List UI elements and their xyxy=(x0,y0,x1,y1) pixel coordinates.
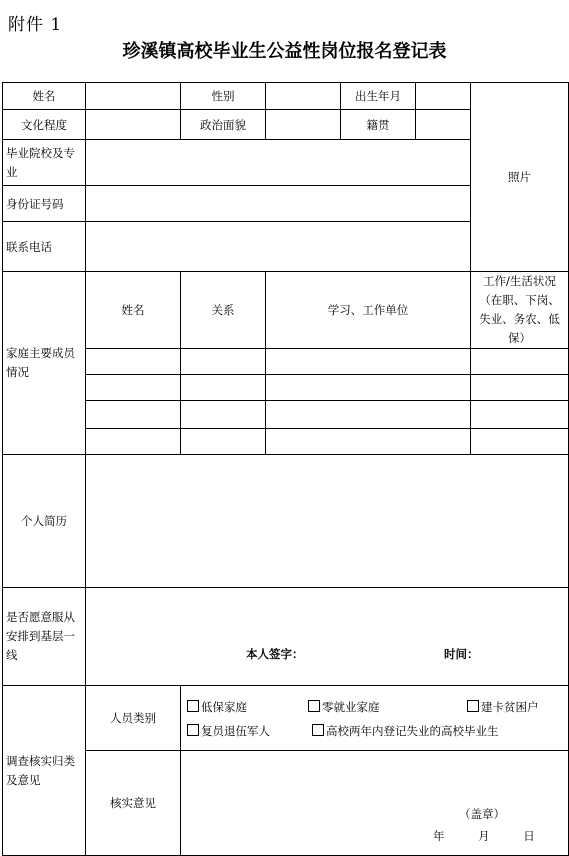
family-cell[interactable] xyxy=(266,401,471,429)
politics-label: 政治面貌 xyxy=(181,110,266,140)
politics-field[interactable] xyxy=(266,110,341,140)
category-label: 人员类别 xyxy=(86,686,181,751)
option-label: 高校两年内登记失业的高校毕业生 xyxy=(326,724,499,738)
family-col-name: 姓名 xyxy=(86,272,181,349)
option-unemployed-graduate[interactable] xyxy=(312,723,499,739)
family-col-status-title: 工作/生活状况 xyxy=(483,274,556,288)
origin-field[interactable] xyxy=(416,110,471,140)
family-cell[interactable] xyxy=(471,401,569,429)
id-field[interactable] xyxy=(86,186,471,222)
family-cell[interactable] xyxy=(181,429,266,455)
family-cell[interactable] xyxy=(471,429,569,455)
option-low-income[interactable] xyxy=(187,699,247,715)
family-col-unit: 学习、工作单位 xyxy=(266,272,471,349)
name-label: 姓名 xyxy=(3,83,86,110)
family-col-status-options: （在职、下岗、失业、务农、低保） xyxy=(479,293,560,345)
option-label: 建卡贫困户 xyxy=(481,700,539,714)
opinion-field[interactable] xyxy=(181,751,569,856)
family-col-relation: 关系 xyxy=(181,272,266,349)
option-veteran[interactable] xyxy=(187,723,270,739)
willing-field[interactable] xyxy=(86,588,569,686)
photo-label: 照片 xyxy=(508,170,531,184)
attachment-label: 附件 1 xyxy=(8,15,63,35)
willing-label: 是否愿意服从安排到基层一线 xyxy=(3,588,86,686)
school-label: 毕业院校及专业 xyxy=(3,140,86,186)
birth-field[interactable] xyxy=(416,83,471,110)
family-cell[interactable] xyxy=(266,429,471,455)
checkbox-icon xyxy=(187,700,199,712)
education-label: 文化程度 xyxy=(3,110,86,140)
phone-field[interactable] xyxy=(86,222,471,272)
education-field[interactable] xyxy=(86,110,181,140)
id-label: 身份证号码 xyxy=(3,186,86,222)
family-cell[interactable] xyxy=(86,429,181,455)
category-options xyxy=(181,686,569,751)
checkbox-icon xyxy=(467,700,479,712)
school-field[interactable] xyxy=(86,140,471,186)
date-label: 年 月 日 xyxy=(433,829,535,843)
option-label: 零就业家庭 xyxy=(322,700,380,714)
time-label: 时间： xyxy=(444,647,479,661)
family-cell[interactable] xyxy=(86,401,181,429)
registration-form-table xyxy=(2,82,569,856)
family-cell[interactable] xyxy=(181,375,266,401)
checkbox-icon xyxy=(312,724,324,736)
phone-label: 联系电话 xyxy=(3,222,86,272)
option-poverty-household[interactable] xyxy=(467,699,539,715)
seal-label: （盖章） xyxy=(459,807,505,821)
origin-label: 籍贯 xyxy=(341,110,416,140)
family-cell[interactable] xyxy=(471,375,569,401)
family-cell[interactable] xyxy=(86,349,181,375)
option-label: 复员退伍军人 xyxy=(201,724,270,738)
family-cell[interactable] xyxy=(266,349,471,375)
family-cell[interactable] xyxy=(266,375,471,401)
signature-label: 本人签字： xyxy=(246,647,304,661)
family-col-status xyxy=(471,272,569,349)
checkbox-icon xyxy=(308,700,320,712)
family-cell[interactable] xyxy=(181,349,266,375)
name-field[interactable] xyxy=(86,83,181,110)
family-cell[interactable] xyxy=(86,375,181,401)
family-cell[interactable] xyxy=(181,401,266,429)
photo-area[interactable] xyxy=(471,83,569,272)
opinion-label: 核实意见 xyxy=(86,751,181,856)
form-title: 珍溪镇高校毕业生公益性岗位报名登记表 xyxy=(122,41,447,62)
gender-field[interactable] xyxy=(266,83,341,110)
resume-field[interactable] xyxy=(86,455,569,588)
birth-label: 出生年月 xyxy=(341,83,416,110)
family-cell[interactable] xyxy=(471,349,569,375)
verify-section-label: 调查核实归类及意见 xyxy=(3,686,86,856)
resume-label: 个人简历 xyxy=(3,455,86,588)
option-label: 低保家庭 xyxy=(201,700,247,714)
option-zero-employment[interactable] xyxy=(308,699,380,715)
family-section-label: 家庭主要成员情况 xyxy=(3,272,86,455)
gender-label: 性别 xyxy=(181,83,266,110)
checkbox-icon xyxy=(187,724,199,736)
